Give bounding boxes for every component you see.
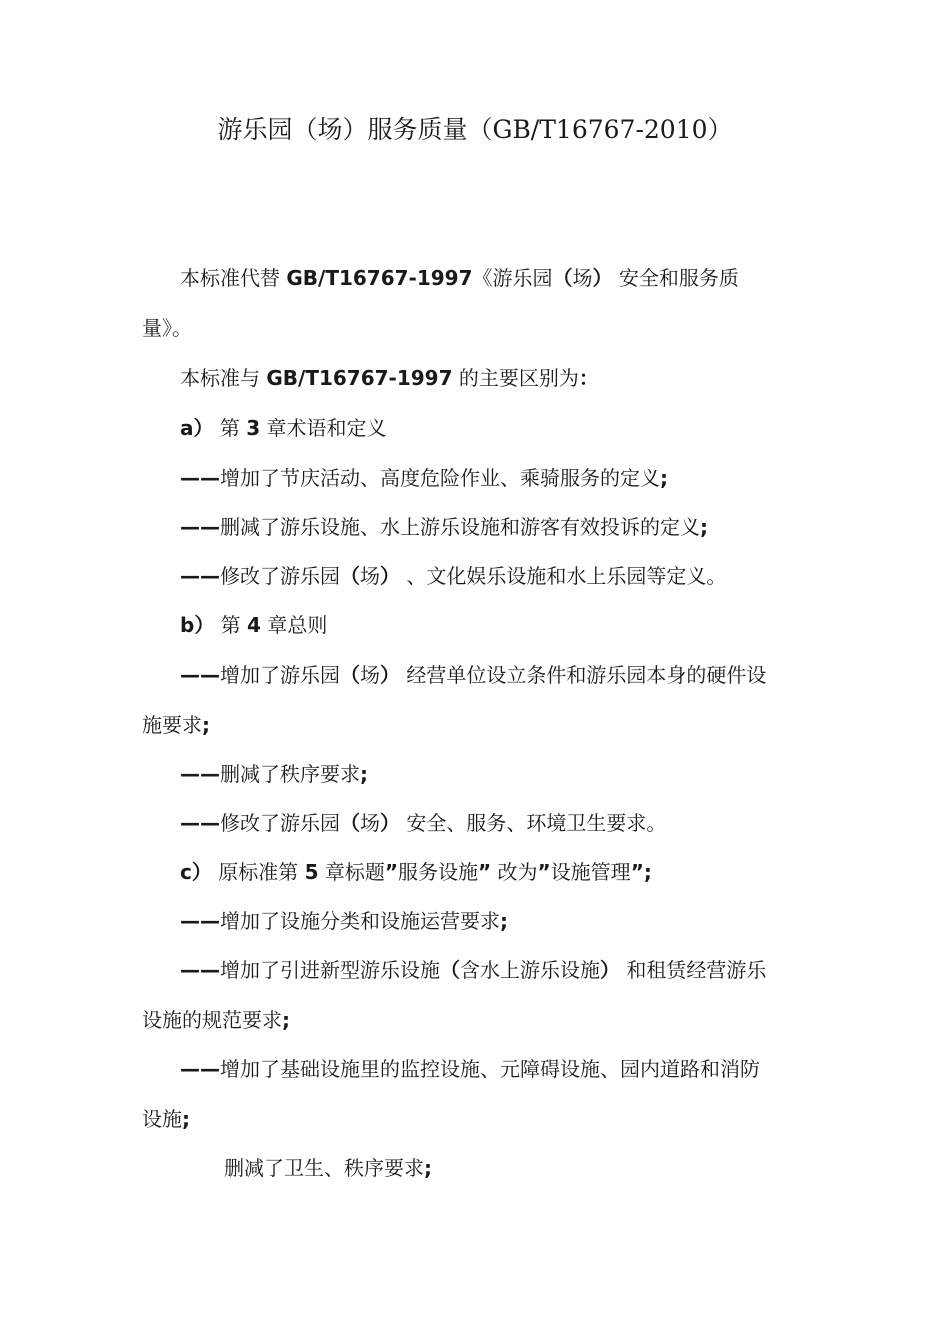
list-item-cont xyxy=(142,1008,804,1032)
bold-text: ; xyxy=(660,466,668,490)
bold-text: ; xyxy=(202,713,210,737)
bold-text: —— xyxy=(180,1057,220,1081)
section-c-heading xyxy=(142,860,804,884)
bold-text: ; xyxy=(282,1008,290,1032)
bold-text: —— xyxy=(180,811,220,835)
list-item xyxy=(142,1057,804,1081)
text-run: 增加了游乐园 xyxy=(220,663,340,687)
bold-text: 3 xyxy=(246,416,261,440)
text-run: 设施 xyxy=(142,1107,182,1131)
bold-text: —— xyxy=(180,515,220,539)
document-title: 游乐园（场）服务质量（GB/T16767-2010） xyxy=(217,115,733,144)
bold-text: ） xyxy=(380,663,400,687)
bold-text: GB/T16767-1997 xyxy=(286,266,473,290)
document-body xyxy=(142,266,804,1180)
list-item xyxy=(142,1156,804,1180)
text-run: 增加了设施分类和设施运营要求 xyxy=(220,909,500,933)
text-run: 安全和服务质 xyxy=(612,266,739,290)
text-run: 改为 xyxy=(491,860,538,884)
bold-text: a） xyxy=(180,416,214,440)
text-run: 删减了卫生、秩序要求 xyxy=(224,1156,424,1180)
bold-text: ） xyxy=(380,564,400,588)
bold-text: —— xyxy=(180,466,220,490)
text-run: 的主要区别为 xyxy=(452,366,579,390)
text-run: 场 xyxy=(360,564,380,588)
bold-text: （ xyxy=(340,811,360,835)
bold-text: 5 xyxy=(304,860,319,884)
list-item xyxy=(142,466,804,490)
bold-text: GB/T16767-1997 xyxy=(266,366,453,390)
bold-text: b） xyxy=(180,613,215,637)
text-run: 章术语和定义 xyxy=(260,416,387,440)
section-b-heading xyxy=(142,613,804,637)
list-item-cont xyxy=(142,1107,804,1131)
text-run: 第 xyxy=(214,613,248,637)
bold-text: —— xyxy=(180,958,220,982)
text-run: 设施的规范要求 xyxy=(142,1008,282,1032)
text-run: 章总则 xyxy=(260,613,328,637)
text-run: 设施管理 xyxy=(550,860,631,884)
paragraph-replacement-notice-cont xyxy=(142,316,804,340)
list-item xyxy=(142,515,804,539)
bold-text: ”; xyxy=(630,860,652,884)
text-run: 安全、服务、环境卫生要求。 xyxy=(400,811,667,835)
text-run: 场 xyxy=(360,811,380,835)
text-run: 修改了游乐园 xyxy=(220,564,340,588)
bold-text: ” xyxy=(478,860,492,884)
bold-text: （ xyxy=(552,266,573,290)
text-run: 施要求 xyxy=(142,713,202,737)
bold-text: ） xyxy=(592,266,613,290)
list-item-cont xyxy=(142,713,804,737)
text-run: 场 xyxy=(572,266,593,290)
text-run: 本标准代替 xyxy=(180,266,287,290)
text-run: 、文化娱乐设施和水上乐园等定义。 xyxy=(400,564,727,588)
list-item xyxy=(142,762,804,786)
list-item xyxy=(142,663,804,687)
bold-text: ： xyxy=(578,366,599,390)
bold-text: （ xyxy=(440,958,460,982)
text-run: 含水上游乐设施 xyxy=(460,958,600,982)
text-run: 增加了引进新型游乐设施 xyxy=(220,958,440,982)
bold-text: 4 xyxy=(247,613,261,637)
bold-text: ” xyxy=(384,860,399,884)
text-run: 《游乐园 xyxy=(472,266,553,290)
text-run: 修改了游乐园 xyxy=(220,811,340,835)
bold-text: （ xyxy=(340,564,360,588)
bold-text: （ xyxy=(340,663,360,687)
text-run: 经营单位设立条件和游乐园本身的硬件设 xyxy=(400,663,767,687)
text-run: 原标准第 xyxy=(211,860,305,884)
text-run: 服务设施 xyxy=(398,860,479,884)
list-item xyxy=(142,958,804,982)
bold-text: —— xyxy=(180,564,220,588)
text-run: 本标准与 xyxy=(180,366,267,390)
list-item xyxy=(142,909,804,933)
text-run: 增加了基础设施里的监控设施、元障碍设施、园内道路和消防 xyxy=(220,1057,760,1081)
section-a-heading xyxy=(142,416,804,440)
text-run: 第 xyxy=(213,416,247,440)
bold-text: ; xyxy=(424,1156,432,1180)
bold-text: ; xyxy=(700,515,708,539)
text-run: 删减了秩序要求 xyxy=(220,762,360,786)
text-run: 量》。 xyxy=(142,316,192,340)
list-item xyxy=(142,564,804,588)
bold-text: ; xyxy=(182,1107,190,1131)
bold-text: ） xyxy=(600,958,620,982)
bold-text: ） xyxy=(380,811,400,835)
text-run: 场 xyxy=(360,663,380,687)
text-run: 增加了节庆活动、高度危险作业、乘骑服务的定义 xyxy=(220,466,660,490)
bold-text: ; xyxy=(360,762,368,786)
paragraph-replacement-notice xyxy=(142,266,804,290)
bold-text: ; xyxy=(500,909,508,933)
bold-text: —— xyxy=(180,762,220,786)
bold-text: ” xyxy=(537,860,551,884)
paragraph-main-differences xyxy=(142,366,804,390)
text-run: 和租赁经营游乐 xyxy=(620,958,767,982)
list-item xyxy=(142,811,804,835)
text-run: 章标题 xyxy=(318,860,385,884)
bold-text: c） xyxy=(180,860,212,884)
text-run: 删减了游乐设施、水上游乐设施和游客有效投诉的定义 xyxy=(220,515,700,539)
bold-text: —— xyxy=(180,909,220,933)
bold-text: —— xyxy=(180,663,220,687)
